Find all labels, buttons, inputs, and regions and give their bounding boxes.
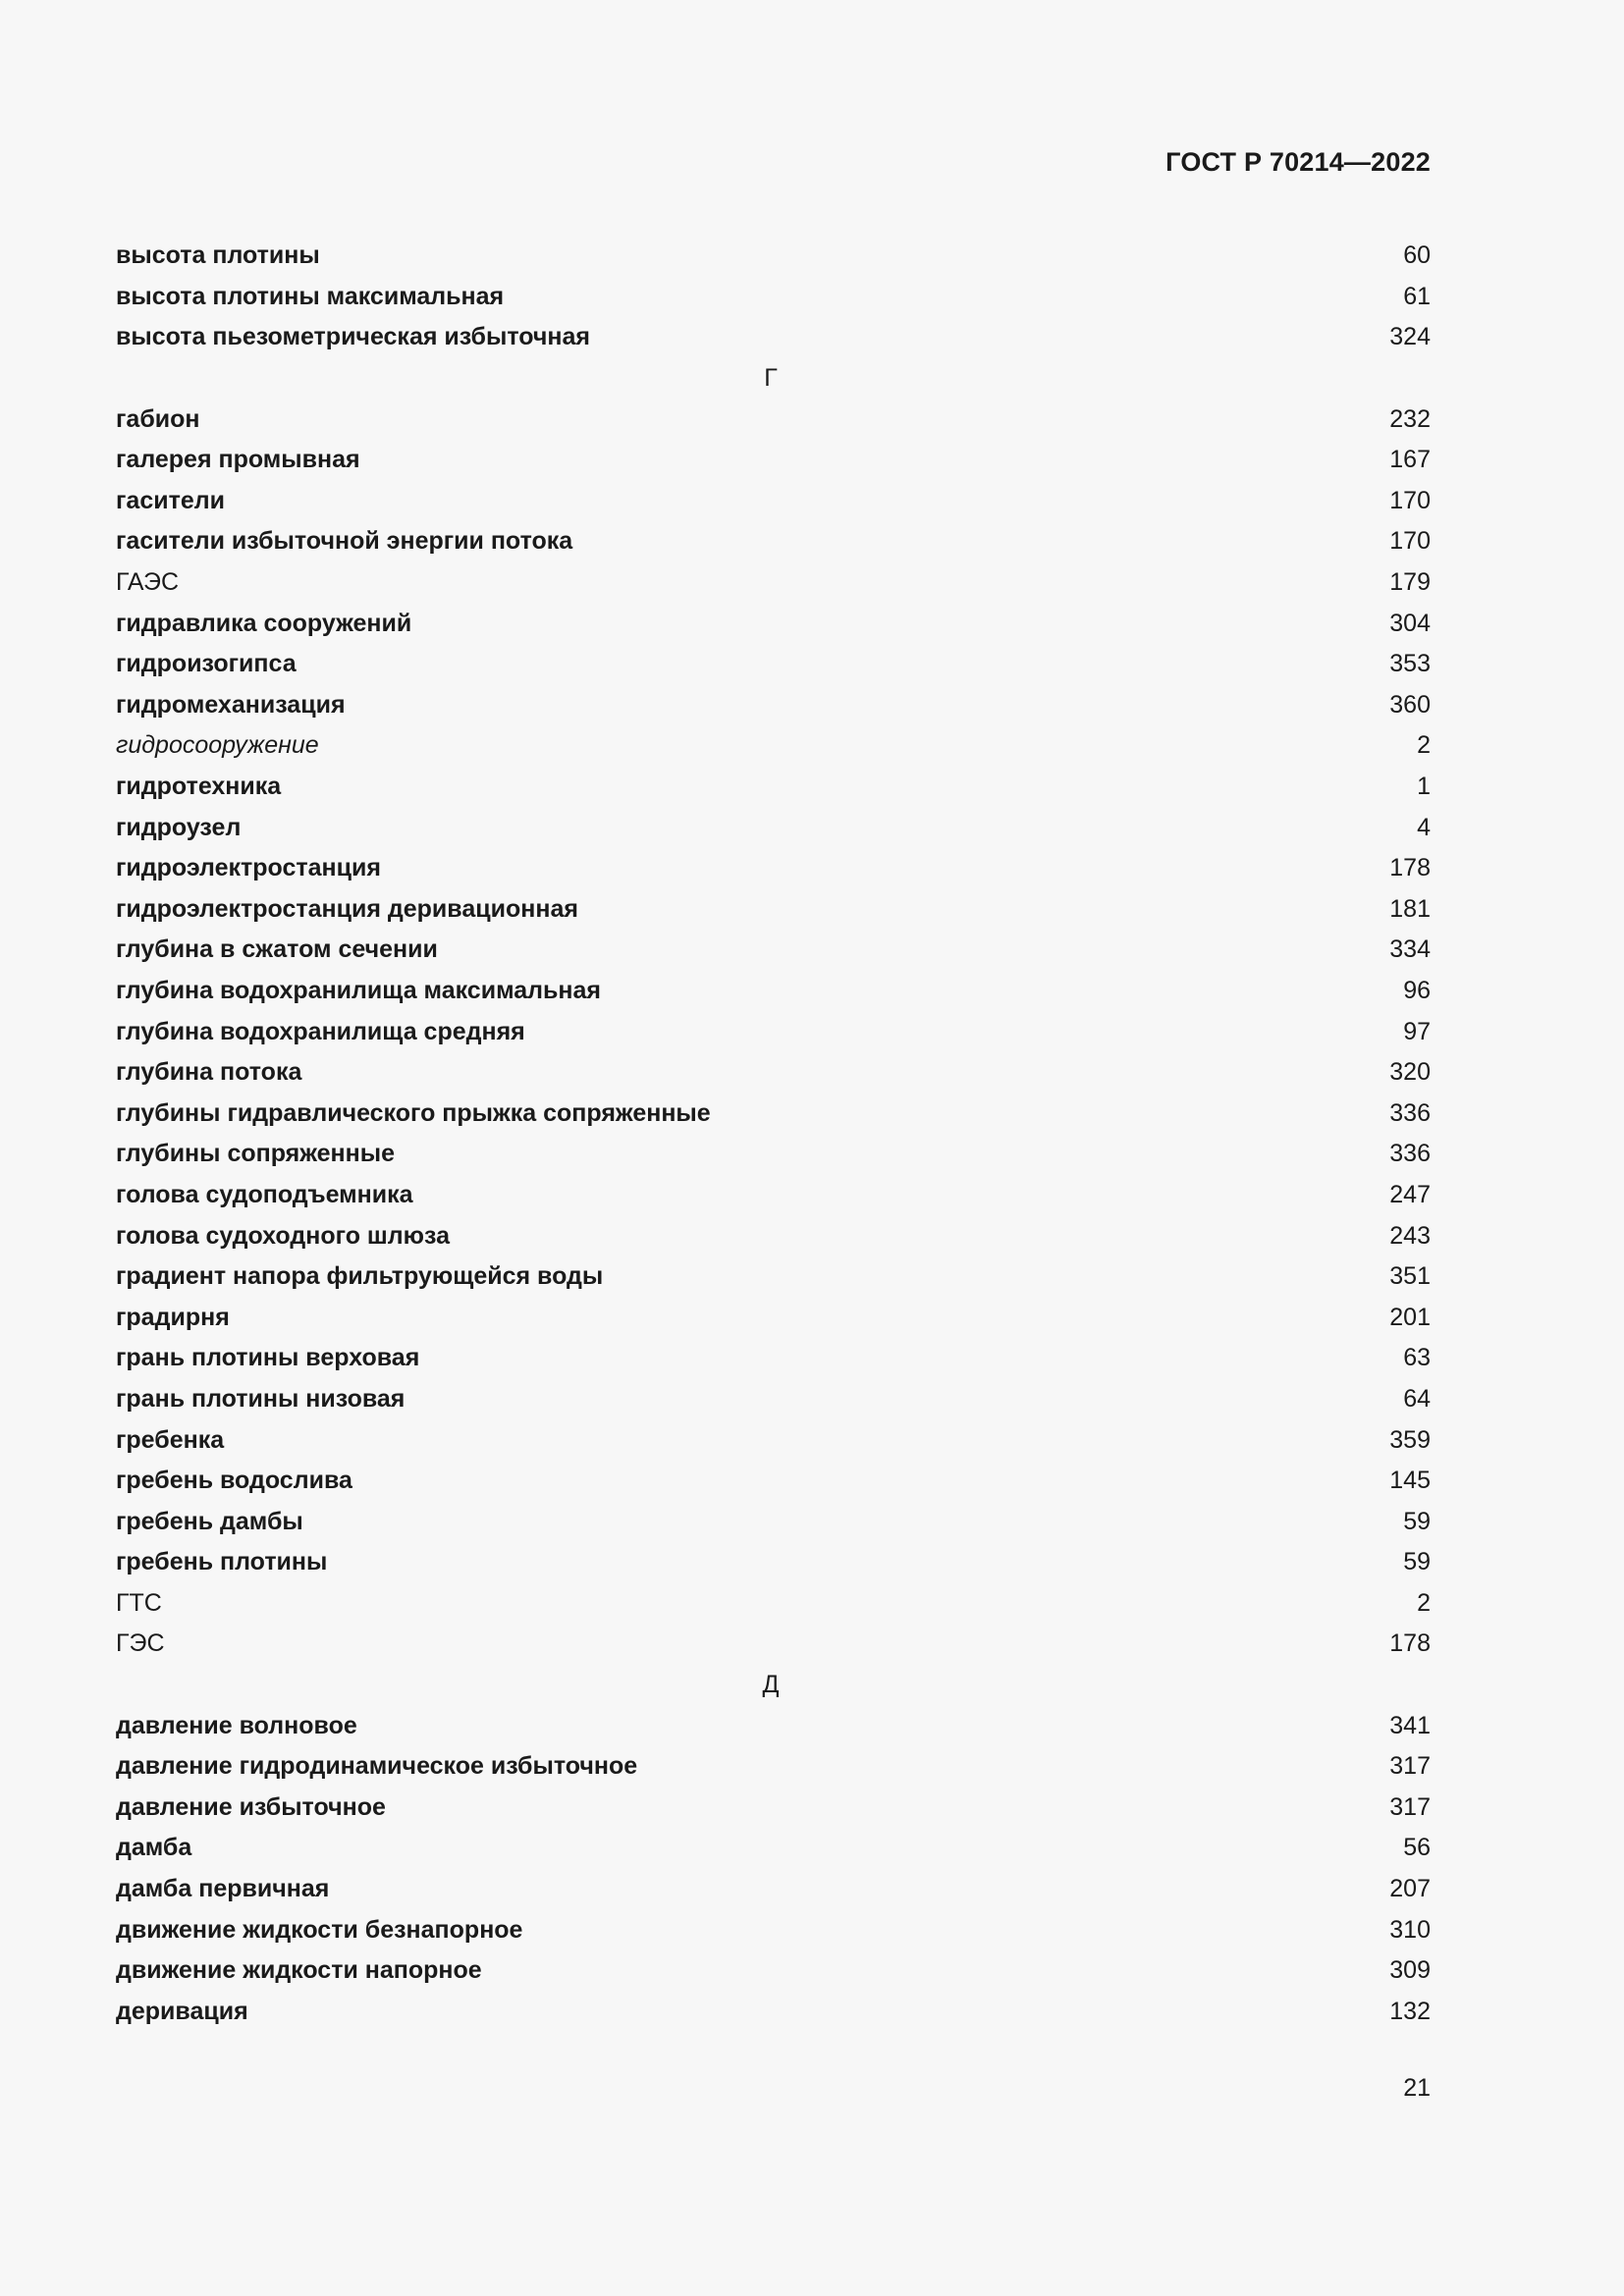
index-section-letter: Д xyxy=(762,1671,780,1699)
index-entry xyxy=(116,971,1431,1012)
index-term-number: 304 xyxy=(1389,609,1431,637)
index-term: глубины сопряженные xyxy=(116,1140,396,1168)
index-term-number: 170 xyxy=(1389,527,1431,556)
index-term-number: 334 xyxy=(1389,935,1431,964)
index-term-number: 320 xyxy=(1389,1058,1431,1087)
index-term: глубина в сжатом сечении xyxy=(116,935,438,964)
index-entry xyxy=(116,1501,1431,1542)
index-entry xyxy=(116,1583,1431,1625)
index-entry xyxy=(116,725,1431,767)
index-term-number: 1 xyxy=(1417,773,1431,801)
index-entry xyxy=(116,685,1431,726)
index-entry xyxy=(116,1624,1431,1665)
index-entry xyxy=(116,562,1431,604)
index-term-number: 179 xyxy=(1389,568,1431,597)
index-term: гасители xyxy=(116,486,225,514)
index-term-number: 232 xyxy=(1389,404,1431,433)
index-entry xyxy=(116,440,1431,481)
index-entry xyxy=(116,848,1431,889)
index-term-number: 2 xyxy=(1417,731,1431,760)
index-entry xyxy=(116,807,1431,848)
index-term: гребень дамбы xyxy=(116,1507,303,1535)
index-term: дамба xyxy=(116,1834,192,1862)
index-term-number: 132 xyxy=(1389,1997,1431,2025)
index-term-number: 353 xyxy=(1389,650,1431,678)
index-term: галерея промывная xyxy=(116,446,360,474)
index-entry xyxy=(116,1175,1431,1216)
index-entry xyxy=(116,889,1431,931)
index-term: гидроэлектростанция xyxy=(116,854,381,882)
index-term: высота плотины xyxy=(116,241,320,270)
index-term: глубина водохранилища максимальная xyxy=(116,976,601,1004)
index-term-number: 167 xyxy=(1389,446,1431,474)
index-term-number: 317 xyxy=(1389,1752,1431,1781)
index-term: гидроузел xyxy=(116,813,242,841)
index-term-number: 56 xyxy=(1403,1834,1431,1862)
index-term-number: 4 xyxy=(1417,813,1431,841)
index-term-number: 145 xyxy=(1389,1467,1431,1495)
index-entry xyxy=(116,1338,1431,1379)
index-entry xyxy=(116,1705,1431,1746)
index-term: глубины гидравлического прыжка сопряженные xyxy=(116,1098,711,1127)
index-term: гидроизогипса xyxy=(116,650,297,678)
index-term: ГЭС xyxy=(116,1629,165,1658)
index-term: ГТС xyxy=(116,1588,162,1617)
index-entry xyxy=(116,1992,1431,2033)
page-number: 21 xyxy=(1403,2074,1431,2102)
index-entry xyxy=(116,521,1431,562)
index-term-number: 64 xyxy=(1403,1384,1431,1413)
index-term-number: 181 xyxy=(1389,894,1431,923)
index-term: глубина потока xyxy=(116,1058,302,1087)
index-term: ГАЭС xyxy=(116,568,180,597)
index-term: высота пьезометрическая избыточная xyxy=(116,323,591,351)
index-term-number: 309 xyxy=(1389,1956,1431,1985)
document-code: ГОСТ Р 70214—2022 xyxy=(1165,147,1431,177)
index-term: гидравлика сооружений xyxy=(116,609,412,637)
index-entry xyxy=(116,1828,1431,1869)
index-term-number: 2 xyxy=(1417,1588,1431,1617)
index-term: гребенка xyxy=(116,1425,225,1454)
index-term-number: 178 xyxy=(1389,854,1431,882)
index-term: давление избыточное xyxy=(116,1792,386,1821)
index-term-number: 336 xyxy=(1389,1140,1431,1168)
index-entry xyxy=(116,1052,1431,1094)
index-term: давление гидродинамическое избыточное xyxy=(116,1752,638,1781)
index-term-number: 359 xyxy=(1389,1425,1431,1454)
index-entry xyxy=(116,1461,1431,1502)
index-entry xyxy=(116,277,1431,318)
index-term-number: 351 xyxy=(1389,1262,1431,1291)
index-entry xyxy=(116,317,1431,358)
index-term: голова судоподъемника xyxy=(116,1180,413,1208)
index-term: дамба первичная xyxy=(116,1875,330,1903)
index-entry xyxy=(116,399,1431,440)
index-entry xyxy=(116,1011,1431,1052)
index-section-letter: Г xyxy=(764,364,778,393)
index-entry xyxy=(116,1093,1431,1134)
index-term-number: 336 xyxy=(1389,1098,1431,1127)
index-entry xyxy=(116,1379,1431,1420)
index-term: грань плотины верховая xyxy=(116,1344,420,1372)
index-term-number: 201 xyxy=(1389,1303,1431,1331)
index-term-number: 63 xyxy=(1403,1344,1431,1372)
index-entry xyxy=(116,930,1431,971)
index-entry xyxy=(116,1869,1431,1910)
index-entry xyxy=(116,236,1431,277)
index-entry xyxy=(116,1950,1431,1992)
index-term: движение жидкости напорное xyxy=(116,1956,482,1985)
index-term: гасители избыточной энергии потока xyxy=(116,527,573,556)
index-term: высота плотины максимальная xyxy=(116,282,505,310)
index-entry xyxy=(116,1419,1431,1461)
index-entry xyxy=(116,603,1431,644)
index-term: градирня xyxy=(116,1303,230,1331)
index-entry xyxy=(116,767,1431,808)
index-term: голова судоходного шлюза xyxy=(116,1221,450,1250)
index-term: градиент напора фильтрующейся воды xyxy=(116,1262,604,1291)
index-entry xyxy=(116,1256,1431,1298)
index-entry xyxy=(116,481,1431,522)
index-term-number: 96 xyxy=(1403,976,1431,1004)
index-term: гидромеханизация xyxy=(116,690,346,719)
index-term-number: 317 xyxy=(1389,1792,1431,1821)
index-entry xyxy=(116,1788,1431,1829)
index-term-number: 360 xyxy=(1389,690,1431,719)
index-term: гребень водослива xyxy=(116,1467,352,1495)
index-term: гидроэлектростанция деривационная xyxy=(116,894,578,923)
index-term-number: 170 xyxy=(1389,486,1431,514)
index-term-number: 59 xyxy=(1403,1507,1431,1535)
index-term-number: 341 xyxy=(1389,1711,1431,1739)
index-term: гребень плотины xyxy=(116,1548,328,1576)
index-entry xyxy=(116,1297,1431,1338)
index-term: гидросооружение xyxy=(116,731,319,760)
index-term-number: 324 xyxy=(1389,323,1431,351)
index-term: давление волновое xyxy=(116,1711,357,1739)
index-term: грань плотины низовая xyxy=(116,1384,406,1413)
index-entry xyxy=(116,1542,1431,1583)
index-term: гидротехника xyxy=(116,773,282,801)
alphabetical-index xyxy=(116,236,1431,2032)
index-term-number: 310 xyxy=(1389,1915,1431,1944)
index-entry xyxy=(116,1134,1431,1175)
index-term: деривация xyxy=(116,1997,248,2025)
index-term-number: 97 xyxy=(1403,1017,1431,1045)
index-term: глубина водохранилища средняя xyxy=(116,1017,525,1045)
index-entry xyxy=(116,644,1431,685)
index-term: габион xyxy=(116,404,200,433)
index-entry xyxy=(116,1746,1431,1788)
index-term-number: 59 xyxy=(1403,1548,1431,1576)
index-term-number: 243 xyxy=(1389,1221,1431,1250)
index-entry xyxy=(116,1909,1431,1950)
index-term-number: 207 xyxy=(1389,1875,1431,1903)
index-term-number: 61 xyxy=(1403,282,1431,310)
index-entry xyxy=(116,1215,1431,1256)
index-term: движение жидкости безнапорное xyxy=(116,1915,523,1944)
index-term-number: 178 xyxy=(1389,1629,1431,1658)
index-term-number: 247 xyxy=(1389,1180,1431,1208)
index-term-number: 60 xyxy=(1403,241,1431,270)
